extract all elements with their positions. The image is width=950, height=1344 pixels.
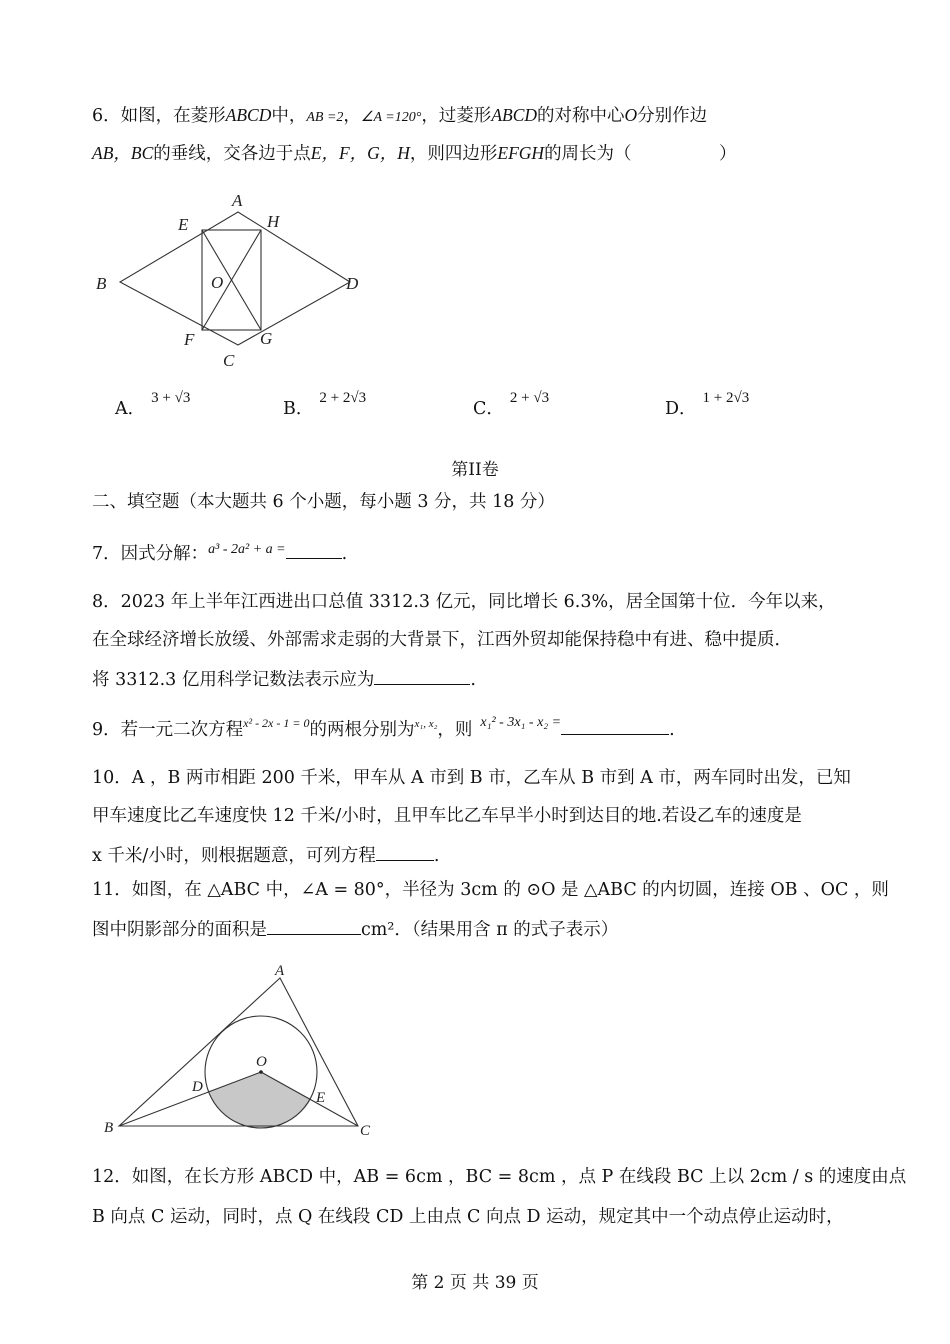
q6-option-c[interactable] (473, 390, 550, 420)
q6-option-b[interactable] (283, 390, 367, 420)
label-b: B (104, 1120, 114, 1136)
q6-text: 如图，在菱形 (120, 106, 226, 126)
q8-line2: 在全球经济增长放缓、外部需求走弱的大背景下，江西外贸却能保持稳中有进、稳中提质． (92, 630, 792, 650)
q7-answer-blank[interactable] (286, 540, 342, 559)
q12-line1 (92, 1165, 906, 1189)
volume-title: 第II卷 (451, 460, 499, 480)
page-footer: 第 2 页 共 39 页 (411, 1273, 539, 1293)
label-a: A (232, 191, 243, 210)
label-c: C (360, 1123, 371, 1139)
q6-text: ，过菱形 (421, 106, 492, 126)
q9-expr: x₁² - 3x₁ - x₂ = (480, 715, 562, 730)
rhombus-abcd (120, 212, 350, 345)
q6-text: 的对称中心 (537, 106, 625, 126)
q7-expr: a³ - 2a² + a = (208, 542, 286, 557)
q11-text: 图中阴影部分的面积是 (92, 920, 267, 940)
option-value: 2 + 2√3 (319, 390, 367, 406)
q9-answer-blank[interactable] (561, 716, 669, 735)
q10-text: A ，B 两市相距 200 千米，甲车从 A 市到 B 市，乙车从 B 市到 A 市，两车同时出发，已知 (131, 768, 851, 788)
option-letter: D． (665, 399, 697, 419)
q10-answer-blank[interactable] (376, 842, 434, 861)
q6-edges: AB，BC (92, 143, 154, 163)
q11-answer-blank[interactable] (267, 916, 361, 935)
q8-text: 将 3312.3 亿用科学记数法表示应为 (92, 670, 375, 690)
q6-line2 (92, 141, 737, 166)
option-letter: B． (283, 399, 314, 419)
q6-option-a[interactable] (115, 390, 191, 420)
q11-line1 (92, 878, 889, 902)
q6-angle-eq: ∠A =120° (360, 110, 422, 125)
q9-text: 若一元二次方程 (120, 720, 244, 740)
q10-line2: 甲车速度比乙车速度快 12 千米/小时，且甲车比乙车早半小时到达目的地.若设乙车的速度是 (92, 806, 802, 826)
q7-number: 7． (92, 544, 121, 564)
label-b: B (96, 274, 107, 293)
q9-end: . (669, 720, 675, 740)
label-g: G (260, 329, 273, 348)
label-o: O (211, 273, 224, 292)
q11-triangle-figure (100, 960, 390, 1145)
q6-o: O (624, 105, 638, 125)
q6-text: 分别作边 (637, 106, 708, 126)
q6-text: 的垂线，交各边于点 (153, 144, 311, 164)
label-o: O (256, 1054, 267, 1070)
option-letter: A． (115, 399, 146, 419)
q9-text: ，则 (437, 720, 473, 740)
q10-line1 (92, 766, 851, 790)
q9-text: 的两根分别为 (309, 720, 415, 740)
q8-text: 2023 年上半年江西进出口总值 3312.3 亿元，同比增长 6.3%，居全国第十位．今年以来， (120, 592, 836, 612)
q6-line1 (92, 103, 707, 130)
q12-number: 12． (92, 1167, 132, 1187)
q7 (92, 540, 347, 568)
center-point-o (259, 1070, 263, 1074)
q9-roots: x₁, x₂ (414, 718, 438, 730)
q6-points: E，F，G，H (310, 143, 410, 163)
q6-text: 的周长为（ ） (544, 144, 737, 164)
label-a: A (275, 963, 285, 979)
q7-end: . (341, 544, 348, 564)
q8-line1 (92, 590, 836, 614)
q8-number: 8． (92, 592, 121, 612)
option-letter: C． (473, 399, 504, 419)
q6-number: 6． (92, 106, 121, 126)
q10-end: . (433, 846, 440, 866)
q12-line2: B 向点 C 运动，同时，点 Q 在线段 CD 上由点 C 向点 D 运动，规定其中一个动点停止运动时， (92, 1207, 844, 1227)
q10-text: x 千米/小时，则根据题意，可列方程 (92, 846, 376, 866)
q6-ab-eq: AB =2 (306, 110, 344, 125)
q9-equation: x² - 2x - 1 = 0 (243, 716, 310, 730)
option-value: 2 + √3 (509, 390, 550, 406)
q6-rhombus-figure (90, 185, 380, 375)
label-d: D (346, 274, 359, 293)
q10-number: 10． (92, 768, 132, 788)
q11-text: 如图，在 △ABC 中，∠A = 80°，半径为 3cm 的 ⊙O 是 △ABC 的内切圆，连接 OB 、OC ，则 (131, 880, 889, 900)
label-d: D (192, 1079, 203, 1095)
q6-abcd: ABCD (491, 105, 538, 125)
q6-option-d[interactable] (665, 390, 750, 420)
shaded-sector (209, 1072, 311, 1128)
option-value: 3 + √3 (151, 390, 191, 406)
label-c: C (223, 351, 235, 370)
q8-line3 (92, 666, 476, 692)
option-value: 1 + 2√3 (702, 390, 750, 406)
label-e: E (178, 215, 189, 234)
q6-comma: ， (343, 106, 361, 126)
q11-text: cm²．（结果用含 π 的式子表示） (361, 920, 619, 940)
section-heading: 二、填空题（本大题共 6 个小题，每小题 3 分，共 18 分） (92, 492, 555, 512)
q9 (92, 716, 675, 744)
q9-number: 9． (92, 720, 121, 740)
q7-text: 因式分解： (120, 544, 209, 564)
q6-abcd: ABCD (225, 105, 272, 125)
q6-text: 中， (271, 106, 307, 126)
q8-answer-blank[interactable] (374, 666, 470, 685)
q11-line2 (92, 916, 618, 942)
q11-number: 11． (92, 880, 132, 900)
q8-end: . (470, 670, 476, 690)
label-f: F (184, 330, 195, 349)
label-h: H (267, 212, 280, 231)
q6-efgh: EFGH (497, 143, 545, 163)
q12-text: 如图，在长方形 ABCD 中，AB = 6cm ，BC = 8cm ，点 P 在线段 BC 上以 2cm / s 的速度由点 (131, 1167, 907, 1187)
q10-line3 (92, 842, 439, 868)
q6-text: ，则四边形 (409, 144, 498, 164)
label-e: E (316, 1090, 326, 1106)
